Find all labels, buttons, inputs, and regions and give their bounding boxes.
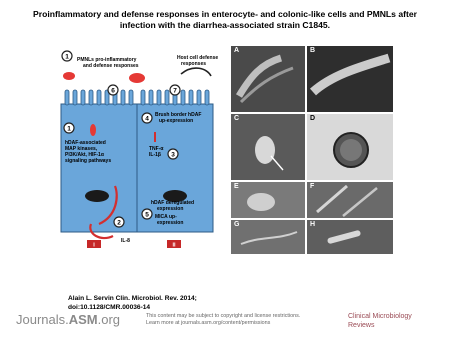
citation-line-1: Alain L. Servin Clin. Microbiol. Rev. 2014; — [68, 295, 197, 302]
badge-1b-text: 1 — [67, 125, 71, 133]
journal-name-line-1: Clinical Microbiology — [348, 313, 412, 320]
micrograph-e-texture — [231, 182, 305, 218]
badge-7 — [170, 85, 180, 95]
micrograph-b-label: B — [310, 47, 316, 54]
micrograph-e — [231, 182, 305, 218]
badge-3-text: 3 — [171, 151, 175, 159]
logo-asm: ASM — [68, 312, 98, 327]
micrograph-b — [307, 46, 393, 112]
badge-1b — [64, 123, 74, 133]
micrograph-d — [307, 114, 393, 180]
micrograph-d-label: D — [310, 115, 316, 122]
microvilli — [65, 87, 209, 105]
micrograph-h-texture — [307, 220, 393, 254]
label-host: Host cell defense — [177, 55, 219, 61]
label-il1: IL-1β — [149, 152, 161, 158]
micrograph-f — [307, 182, 393, 218]
label-hdaf-assoc-1: hDAF-associated — [65, 140, 106, 146]
micrograph-c-label: C — [234, 115, 240, 122]
cell-i-label: I — [93, 242, 95, 249]
micrograph-a-texture — [231, 46, 305, 112]
license-note — [146, 313, 300, 327]
label-pmnl-2: and defense responses — [83, 63, 139, 69]
journal-name — [348, 312, 412, 330]
micrograph-a — [231, 46, 305, 112]
micrograph-c-texture — [231, 114, 305, 180]
label-brush: Brush border hDAF — [155, 112, 202, 118]
badge-7-text: 7 — [173, 87, 177, 95]
arrow-host — [181, 68, 211, 76]
cell-schematic — [57, 46, 225, 254]
micrograph-d-texture — [307, 114, 393, 180]
label-host-2: responses — [181, 61, 207, 67]
badge-3 — [168, 149, 178, 159]
badge-2 — [114, 217, 124, 227]
logo-prefix: Journals. — [16, 312, 69, 327]
label-mica-1: MICA up- — [155, 214, 177, 220]
bacterium-mid — [129, 73, 145, 83]
license-note-line-2[interactable]: Learn more at journals.asm.org/content/permissions — [146, 320, 271, 326]
micrograph-b-texture — [307, 46, 393, 112]
label-hdaf-assoc-4: signaling pathways — [65, 158, 112, 164]
micrograph-e-label: E — [234, 183, 239, 190]
logo-suffix: .org — [97, 312, 121, 327]
badge-4 — [142, 113, 152, 123]
label-dereg-1: hDAF deregulated — [151, 200, 195, 206]
badge-4-text: 4 — [145, 115, 149, 123]
micrograph-h-label: H — [310, 221, 316, 228]
badge-5-text: 5 — [145, 211, 149, 219]
badge-1 — [62, 51, 72, 61]
cell-ii-label: II — [172, 242, 176, 249]
label-brush-2: up-expression — [159, 118, 194, 124]
badge-5 — [142, 209, 152, 219]
micrograph-g-label: G — [234, 221, 240, 228]
bacterium-inner — [90, 124, 96, 136]
micrograph-f-label: F — [310, 183, 315, 190]
bacterium-left — [63, 72, 75, 80]
badge-1-text: 1 — [65, 53, 69, 61]
badge-6 — [108, 85, 118, 95]
micrograph-g-texture — [231, 220, 305, 254]
label-dereg-2: expression — [157, 206, 184, 212]
title-line-1: Proinflammatory and defense responses in enterocyte- and colonic-like cells and PMNLs after — [33, 9, 417, 19]
journals-asm-logo[interactable] — [16, 312, 120, 327]
citation-line-2: doi:10.1128/CMR.00036-14 — [68, 303, 151, 311]
citation — [68, 295, 197, 312]
label-il8: IL-8 — [121, 238, 130, 244]
license-note-line-1: This content may be subject to copyright and license restrictions. — [146, 313, 301, 319]
label-pmnl: PMNLs pro-inflammatory — [77, 57, 137, 63]
micrograph-c — [231, 114, 305, 180]
journal-name-line-2: Reviews — [348, 322, 375, 329]
micrograph-a-label: A — [234, 47, 240, 54]
cell-i-body — [61, 104, 137, 232]
label-hdaf-assoc-3: PI3K/Akt, HIF-1α — [65, 152, 104, 158]
micrograph-g — [231, 220, 305, 254]
figure-title — [8, 9, 442, 31]
title-line-2: infection with the diarrhea-associated strain C1845. — [119, 20, 331, 30]
micrograph-f-texture — [307, 182, 393, 218]
micrograph-h — [307, 220, 393, 254]
badge-6-text: 6 — [111, 87, 115, 95]
label-hdaf-assoc-2: MAP kinases, — [65, 146, 98, 152]
label-tnf: TNF-α — [149, 146, 164, 152]
nucleus-i — [85, 190, 109, 202]
badge-2-text: 2 — [117, 219, 121, 227]
label-mica-2: expression — [157, 220, 184, 226]
figure — [57, 46, 393, 254]
